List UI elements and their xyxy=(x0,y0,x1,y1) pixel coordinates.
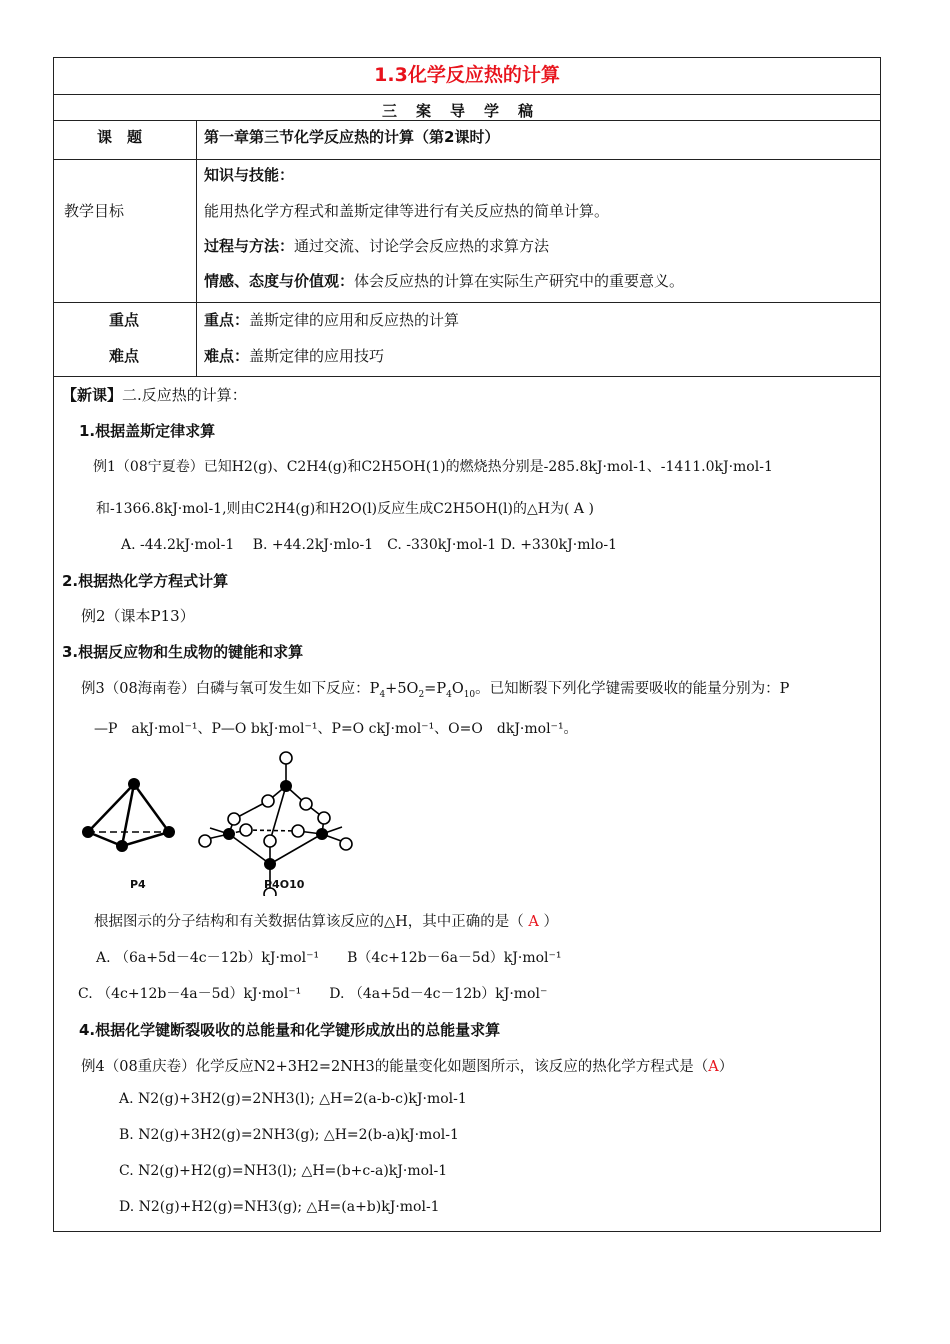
section-1-title: 1.根据盖斯定律求算 xyxy=(79,422,216,440)
process-label: 过程与方法： xyxy=(204,237,295,255)
example-3-question-close: ） xyxy=(543,914,558,930)
table-rule xyxy=(54,159,880,160)
key-bold: 重点： xyxy=(204,311,250,329)
table-column-divider xyxy=(196,120,197,376)
example-4-option-d: D. N2(g)+H2(g)=NH3(g); △H=(a+b)kJ·mol-1 xyxy=(119,1199,440,1215)
table-rule xyxy=(54,376,880,377)
page-title: 1.3化学反应热的计算 xyxy=(374,64,560,86)
example-3-text-b: +5O xyxy=(385,681,419,697)
example-3-sub-2: 2 xyxy=(418,689,425,700)
difficulty-text: 盖斯定律的应用技巧 xyxy=(249,347,385,365)
process-text: 通过交流、讨论学会反应热的求算方法 xyxy=(294,237,550,255)
section-3-title: 3.根据反应物和生成物的键能和求算 xyxy=(62,643,304,661)
table-rule xyxy=(54,94,880,95)
new-lesson-heading xyxy=(62,384,247,405)
difficulty-line xyxy=(204,345,384,366)
new-lesson-bracket: 【新课】 xyxy=(62,386,123,404)
example-3-line-1 xyxy=(81,677,789,700)
example-3-option-a: A. （6a+5d－4c－12b）kJ·mol⁻¹ B（4c+12b－6a－5d）kJ·mol⁻¹ xyxy=(96,950,562,966)
example-3-line-2: —P akJ·mol⁻¹、P—O bkJ·mol⁻¹、P=O ckJ·mol⁻¹、O=O dkJ·mol⁻¹。 xyxy=(94,721,578,737)
example-1-line-2 xyxy=(96,498,594,518)
example-4-option-b: B. N2(g)+3H2(g)=2NH3(g); △H=2(b-a)kJ·mol-1 xyxy=(119,1127,459,1143)
knowledge-label: 知识与技能： xyxy=(204,166,295,184)
example-3-question-text: 根据图示的分子结构和有关数据估算该反应的△H，其中正确的是（ xyxy=(94,914,524,930)
molecule-figure xyxy=(74,746,374,896)
example-1-question: 和-1366.8kJ·mol-1,则由C2H4(g)和H2O(l)反应生成C2H5OH(l)的△H为( xyxy=(96,501,570,517)
figure-label-p4o10: P4O10 xyxy=(264,878,305,891)
example-3-text-c: =P xyxy=(424,681,447,697)
emotion-label: 情感、态度与价值观： xyxy=(204,272,355,290)
goals-label: 教学目标 xyxy=(64,202,125,220)
example-4-question-close: ） xyxy=(718,1059,734,1075)
new-lesson-title: 二.反应热的计算： xyxy=(122,386,247,404)
example-3-sub-3: 4 xyxy=(446,689,452,700)
example-3-text-e: 。已知断裂下列化学键需要吸收的能量分别为：P xyxy=(475,681,790,697)
key-text: 盖斯定律的应用和反应热的计算 xyxy=(249,311,460,329)
example-3-option-c: C. （4c+12b－4a－5d）kJ·mol⁻¹ D. （4a+5d－4c－12b）kJ·mol⁻ xyxy=(78,986,548,1002)
process-line xyxy=(204,235,549,256)
example-4-question xyxy=(81,1055,733,1076)
p4-molecule-diagram xyxy=(88,784,169,846)
example-3-sub-1: 4 xyxy=(379,689,386,700)
topic-value: 第一章第三节化学反应热的计算（第2课时） xyxy=(204,128,500,146)
example-3-text-d: O xyxy=(451,681,464,697)
emotion-text: 体会反应热的计算在实际生产研究中的重要意义。 xyxy=(354,272,685,290)
p4o10-molecule-diagram xyxy=(207,758,344,894)
example-1-line-1: 例1（08宁夏卷）已知H2(g)、C2H4(g)和C2H5OH(1)的燃烧热分别是-285.8kJ·mol-1、-1411.0kJ·mol-1 xyxy=(93,459,773,475)
document-frame xyxy=(53,57,881,1232)
example-4-option-c: C. N2(g)+H2(g)=NH3(l); △H=(b+c-a)kJ·mol-1 xyxy=(119,1163,448,1179)
figure-label-p4: P4 xyxy=(130,878,146,891)
example-4-answer: A xyxy=(708,1059,719,1075)
p4o10-phosphorus-atoms xyxy=(223,780,328,870)
section-2-title: 2.根据热化学方程式计算 xyxy=(62,572,229,590)
table-rule xyxy=(54,302,880,303)
topic-label: 课 题 xyxy=(97,128,143,146)
example-1-answer: A xyxy=(569,501,589,517)
example-4-question-text: 例4（08重庆卷）化学反应N2+3H2=2NH3的能量变化如题图所示，该反应的热化学方程式是（ xyxy=(81,1059,709,1075)
example-4-option-a: A. N2(g)+3H2(g)=2NH3(l); △H=2(a-b-c)kJ·mol-1 xyxy=(119,1091,467,1107)
example-3-question xyxy=(94,910,558,931)
example-2: 例2（课本P13） xyxy=(81,607,195,625)
example-3-sub-4: 10 xyxy=(463,689,476,700)
example-1-close: ) xyxy=(588,501,594,517)
difficulty-bold: 难点： xyxy=(204,347,250,365)
page-subtitle: 三案导学稿 xyxy=(381,102,552,120)
emotion-line xyxy=(204,270,684,291)
difficulty-label: 难点 xyxy=(109,347,140,365)
example-3-answer: A xyxy=(523,914,544,930)
example-3-text-a: 例3（08海南卷）白磷与氧可发生如下反应：P xyxy=(81,681,380,697)
key-label: 重点 xyxy=(109,311,140,329)
key-line xyxy=(204,309,459,330)
knowledge-text: 能用热化学方程式和盖斯定律等进行有关反应热的简单计算。 xyxy=(204,202,610,220)
section-4-title: 4.根据化学键断裂吸收的总能量和化学键形成放出的总能量求算 xyxy=(79,1021,501,1039)
example-1-options: A. -44.2kJ·mol-1 B. +44.2kJ·mlo-1 C. -330kJ·mol-1 D. +330kJ·mlo-1 xyxy=(121,537,618,553)
